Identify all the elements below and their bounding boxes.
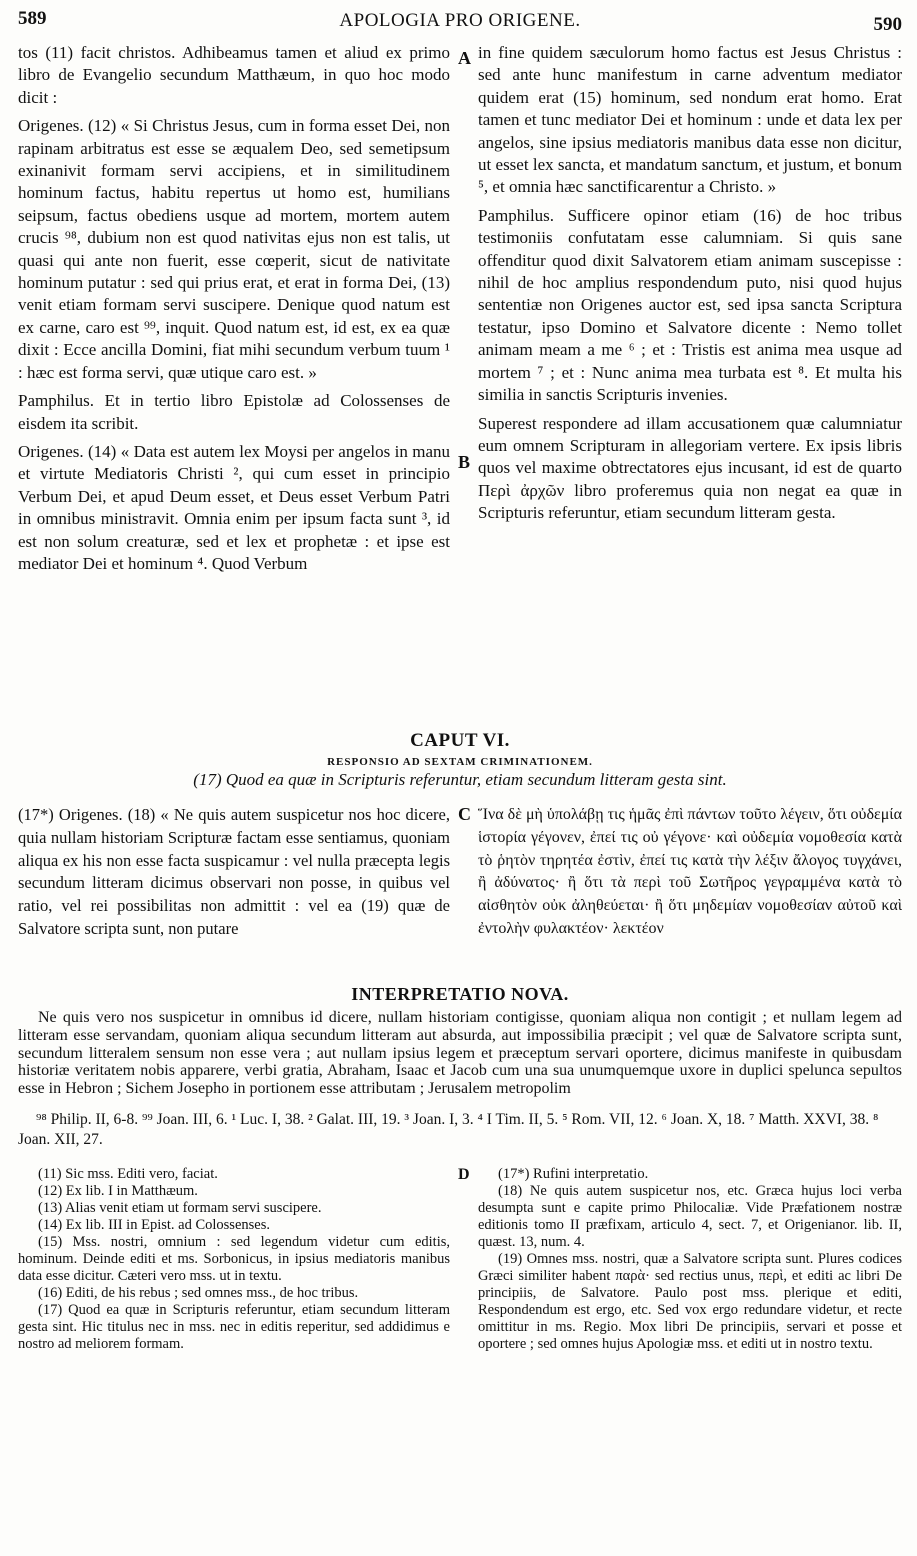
notes-right-column bbox=[478, 1166, 902, 1353]
note: (11) Sic mss. Editi vero, faciat. bbox=[38, 1165, 218, 1182]
scripture-references: ⁹⁸ Philip. II, 6-8. ⁹⁹ Joan. III, 6. ¹ Luc. I, 38. ² Galat. III, 19. ³ Joan. I, 3. ⁴ I Tim. II, 5. ⁵ Rom. VII, 12. ⁶ Joan. X, 18. ⁷ Matth. XXVI, 38. ⁸ Joan. XII, 27. bbox=[18, 1110, 879, 1148]
running-header bbox=[18, 8, 902, 42]
interpretatio-title: INTERPRETATIO NOVA. bbox=[351, 984, 569, 1004]
paragraph: tos (11) facit christos. Adhibeamus tamen et aliud ex primo libro de Evangelio secundum Matthæum, in quo hoc modo dicit : bbox=[18, 43, 450, 107]
note: (19) Omnes mss. nostri, quæ a Salvatore scripta sunt. Plures codices Græci similiter habent παρὰ· sed rectius unus, περὶ, et editi ac libri De principiis, de Salvatore. Paulo post mss. plerique et editi, Respondendum est ergo, etc. Sed vox ergo redundare videtur, et recte omittitur in ms. Regio. Mox libri De principiis, servari et posse et oportere ; sed omnes hujus Apologiæ mss. et editi ut in nostro textu. bbox=[478, 1250, 902, 1352]
interpretatio-text: Ne quis vero nos suspicetur in omnibus id dicere, nullam historiam contigisse, quoniam aliqua non contigit ; et nullam legem ad litteram esse servandam, quoniam aliqua secundum litteram aut absurda, aut impossibilia præcipit ; vel quæ de Salvatore scripta sunt, secundum litteralem sensum non esse vera ; aut nullam ipsius legem et præceptum servari oportere, dicimus manifeste in quibusdam historiæ veritatem nobis apparere, verbi gratia, Abraham, Isaac et Jacob cum una sua unumquemque uxore in duplici spelunca sepultos esse in Hebron ; Sichem Josepho in portionem esse attributam ; Jerusalem metropolim bbox=[18, 1009, 902, 1098]
left-column bbox=[18, 42, 450, 581]
chapter-title: CAPUT VI. bbox=[410, 730, 510, 751]
paragraph: Superest respondere ad illam accusationem quæ calumniatur eum omnem Scripturam in allegoriam vertere. Ex ipsis libris quos vel maxime obtrectatores ejus incusant, id est de quarto Περὶ ἀρχῶν libro proferemus quia non negat ea quæ in Scripturis referuntur, etiam secundum litteram gesta. bbox=[478, 413, 902, 523]
chapter-subtitle: (17) Quod ea quæ in Scripturis referuntur, etiam secundum litteram gesta sint. bbox=[193, 770, 727, 789]
page bbox=[18, 8, 902, 1466]
page-number-right: 590 bbox=[873, 14, 902, 35]
margin-marker-b: B bbox=[458, 452, 471, 472]
note: (15) Mss. nostri, omnium : sed legendum videtur cum editis, hominum. Deinde editi et ms. Sorbonicus, in ipsius mediatoris manibus data esse dicitur. Cæteri vero mss. ut in textu. bbox=[18, 1233, 450, 1284]
paragraph: Origenes. (14) « Data est autem lex Moysi per angelos in manu et virtute Mediatoris Christi ², qui cum esset in principio Verbum Dei, et apud Deum esset, et Deus esset Verbum Patri in omnibus ministravit. Omnia enim per ipsum facta sunt ³, id est non solum creaturæ, sed et lex et prophetæ : et ipse est mediator Dei et hominum ⁴. Quod Verbum bbox=[18, 441, 450, 573]
note: (16) Editi, de his rebus ; sed omnes mss., de hoc tribus. bbox=[38, 1284, 359, 1301]
margin-marker-a: A bbox=[458, 48, 471, 68]
margin-marker-c: C bbox=[458, 804, 471, 824]
latin-column bbox=[18, 804, 450, 941]
greek-column bbox=[478, 804, 902, 941]
greek-text: Ἵνα δὲ μὴ ὑπολάβῃ τις ἡμᾶς ἐπὶ πάντων τοῦτο λέγειν, ὅτι οὐδεμία ἱστορία γέγονεν, ἐπεί τις οὐ γέγονε· καὶ οὐδεμία νομοθεσία κατὰ τὸ ῥητὸν τηρητέα ἐστὶν, ἐπεί τις κατὰ τὴν λέξιν ἄλογος τυγχάνει, ἢ ἀδύνατος· ἢ ὅτι τὰ περὶ τοῦ Σωτῆρος γεγραμμένα κατὰ τὸ αἰσθητὸν οὐκ ἀληθεύεται· ἢ ὅτι μηδεμίαν νομοθεσίαν αὐτοῦ καὶ ἐντολὴν φυλακτέον· λεκτέον bbox=[478, 806, 902, 937]
note: (18) Ne quis autem suspicetur nos, etc. Græca hujus loci verba desumpta sunt e capite primo Philocaliæ. Vide Præfationem nostræ editionis tomo II præfixam, articulo 4, sect. 7, et Origenianor. lib. II, quæst. 13, num. 4. bbox=[478, 1182, 902, 1250]
latin-text: (17*) Origenes. (18) « Ne quis autem suspicetur nos hoc dicere, quia nullam historiam Scripturæ factam esse sentiamus, quoniam aliqua ex his non esse facta suspicamur : vel nulla præcepta legis secundum litteram dicimus observari non posse, in quibus vel ratio, vel rei possibilitas non admittit : vel ea (19) quæ de Salvatore scripta sunt, non putare bbox=[18, 805, 450, 938]
note: (17*) Rufini interpretatio. bbox=[498, 1165, 649, 1182]
notes-left-column bbox=[18, 1166, 450, 1353]
paragraph: Pamphilus. Et in tertio libro Epistolæ ad Colossenses de eisdem ita scribit. bbox=[18, 391, 450, 433]
paragraph: Origenes. (12) « Si Christus Jesus, cum in forma esset Dei, non rapinam arbitratus est esse se æqualem Deo, sed semetipsum exinanivit formam servi accipiens, et in similitudinem hominum factus, habitu repertus ut homo est, humilians seipsum, factus obediens usque ad mortem, mortem autem crucis ⁹⁸, dubium non est quod nativitas ejus non est talis, ut quasi qui ante non fuerit, esse cœperit, sicut de nativitate hominum putatur : sed qui prius erat, et erat in forma Dei, (13) venit etiam formam servi suscipere. Denique quod natum est ex carne, caro est ⁹⁹, inquit. Quod natum est, id est, ex ea quæ dixit : Ecce ancilla Domini, fiat mihi secundum verbum tuum ¹ : hæc est forma servi, quæ utique caro est. » bbox=[18, 116, 450, 382]
paragraph: Pamphilus. Sufficere opinor etiam (16) de hoc tribus testimoniis confutatam esse calumniam. Si quis sane offenditur quod dixit Salvatorem etiam animam suscepisse : nihil de hoc amplius respondendum puto, nisi quod hujus sententiæ non Origenes auctor est, sed ipsa sancta Scriptura testatur, ipso Domino et Salvatore dicente : Nemo tollet animam meam a me ⁶ ; et : Tristis est anima mea usque ad mortem ⁷ ; et : Nunc anima mea turbata est ⁸. Et multa his similia in sanctis Scripturis invenies. bbox=[478, 205, 902, 405]
page-number-left: 589 bbox=[18, 8, 47, 29]
margin-marker-d: D bbox=[458, 1165, 470, 1183]
section-upper bbox=[18, 42, 902, 722]
note: (17) Quod ea quæ in Scripturis referuntur, etiam secundum litteram gesta sint. Hic titulus nec in mss. nec in editis reperitur, sed addidimus e nostro ad meliorem formam. bbox=[18, 1301, 450, 1352]
chapter-responsio: RESPONSIO AD SEXTAM CRIMINATIONEM. bbox=[327, 756, 593, 768]
chapter-heading bbox=[18, 730, 902, 790]
section-bilingual bbox=[18, 804, 902, 982]
right-column bbox=[478, 42, 902, 531]
editorial-notes bbox=[18, 1166, 902, 1466]
note: (14) Ex lib. III in Epist. ad Colossenses. bbox=[38, 1216, 270, 1233]
running-title: APOLOGIA PRO ORIGENE. bbox=[339, 10, 581, 31]
paragraph: in fine quidem sæculorum homo factus est Jesus Christus : sed ante hunc manifestum in carne adventum mediator quidem erat (15) hominum, sed nondum erat homo. Erat tamen et tunc mediator Dei et hominum : unde et data lex per angelos, sine ipsius mediatoris manibus data esse non dicitur, ut esset lex sancta, et mandatum sanctum, et justum, et bonum ⁵, et omnia hæc sanctificarentur a Christo. » bbox=[478, 43, 902, 197]
note: (12) Ex lib. I in Matthæum. bbox=[38, 1182, 198, 1199]
note: (13) Alias venit etiam ut formam servi suscipere. bbox=[38, 1199, 322, 1216]
